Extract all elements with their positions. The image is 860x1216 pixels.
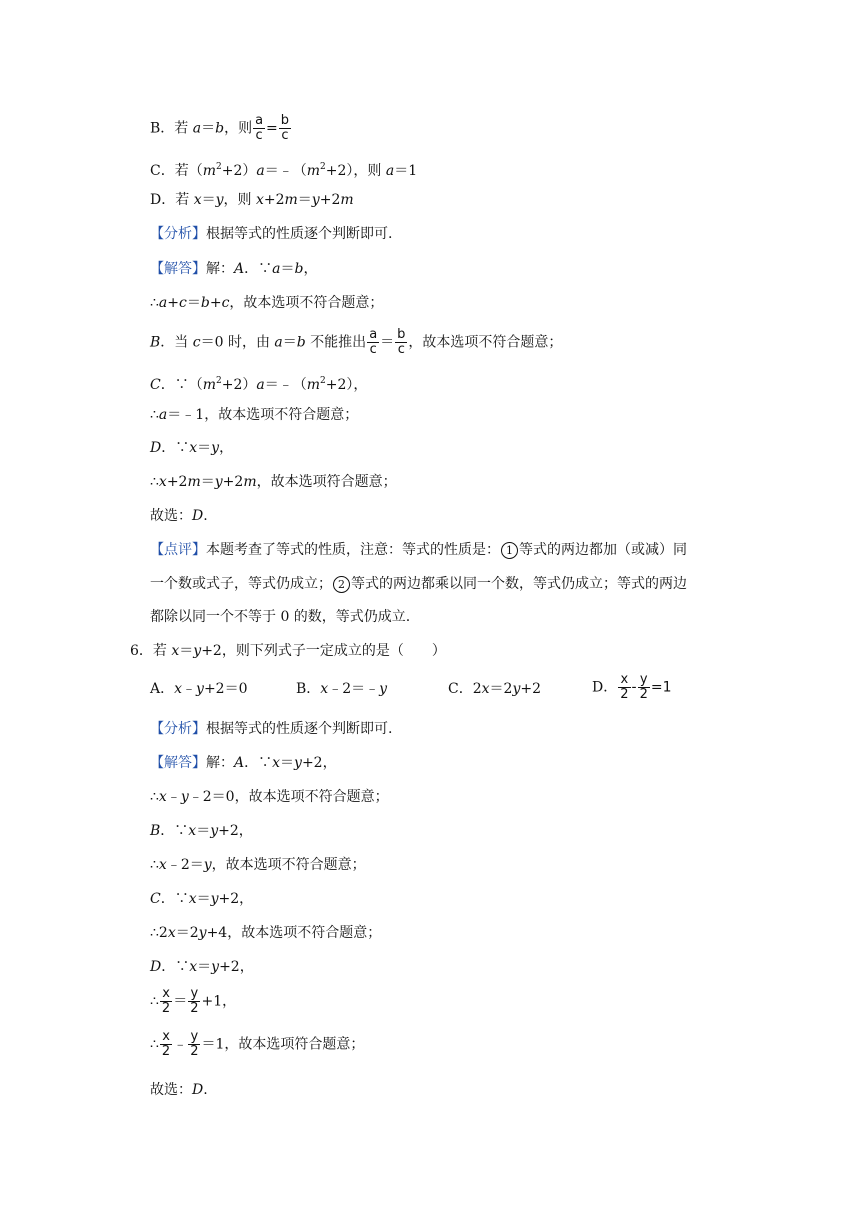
option-b: B．x﹣2＝﹣y bbox=[296, 681, 388, 697]
solution-step: D．∵x＝y+2， bbox=[150, 959, 254, 975]
analysis-line: 【分析】根据等式的性质逐个判断即可. bbox=[150, 226, 393, 242]
answer-line: 故选：D. bbox=[150, 1082, 208, 1098]
fraction-y-over-2: $\frac{y}{2}$ bbox=[190, 1029, 199, 1059]
solution-line: 【解答】解：A．∵a＝b， bbox=[150, 261, 318, 277]
fraction-a-over-c: $\frac{a}{c}$ bbox=[369, 327, 378, 357]
solution-step: ∴a＝﹣1，故本选项不符合题意； bbox=[150, 407, 359, 423]
solution-step: C．$\because(m^2+2)a=﹣(m^2+2)$， bbox=[150, 376, 368, 393]
solution-step: ∴ $\frac{x}{2}$ ＝ $\frac{y}{2}$ +1， bbox=[150, 986, 237, 1016]
solution-step: B．∵x＝y+2， bbox=[150, 823, 253, 839]
solution-step: ∴x﹣2＝y，故本选项不符合题意； bbox=[150, 857, 366, 873]
solution-step: ∴a+c＝b+c，故本选项不符合题意； bbox=[150, 295, 384, 311]
comment-line: 都除以同一个不等于 0 的数，等式仍成立. bbox=[150, 609, 411, 625]
solution-tag: 【解答】 bbox=[150, 261, 206, 277]
solution-step: ∴ $\frac{x}{2}$ ﹣ $\frac{y}{2}$ ＝1，故本选项符合题意； bbox=[150, 1029, 365, 1059]
option-d-statement: D．若 x＝y，则 x+2m＝y+2m bbox=[150, 192, 354, 208]
solution-step: C．∵x＝y+2， bbox=[150, 891, 254, 907]
comment-line: 【点评】本题考查了等式的性质，注意：等式的性质是： 1 等式的两边都加（或减）同 bbox=[150, 542, 687, 558]
solution-step: B．当 c＝0 时，由 a＝b 不能推出 $\frac{a}{c}$ ＝ $\frac{b}{c}$ ，故本选项不符合题意； bbox=[150, 327, 563, 357]
question-6-options bbox=[150, 672, 710, 703]
fraction-b-over-c: $\frac{b}{c}$ bbox=[397, 327, 406, 357]
answer-line: 故选：D. bbox=[150, 508, 208, 524]
fraction-x-over-2: $\frac{x}{2}$ bbox=[161, 986, 171, 1016]
analysis-line: 【分析】根据等式的性质逐个判断即可. bbox=[150, 721, 393, 737]
fraction-x-over-2: $\frac{x}{2}$ bbox=[161, 1029, 171, 1059]
option-b-statement: B．若 a＝b，则 $\frac{a}{c}$ = $\frac{b}{c}$ bbox=[150, 113, 290, 143]
circled-number: 1 bbox=[501, 542, 518, 559]
solution-tag: 【解答】 bbox=[150, 755, 206, 771]
solution-line: 【解答】解：A．∵x＝y+2， bbox=[150, 755, 337, 771]
fraction-x-over-2: $\frac{x}{2}$ bbox=[620, 672, 629, 702]
option-a: A．x﹣y+2＝0 bbox=[150, 681, 248, 697]
analysis-tag: 【分析】 bbox=[150, 226, 206, 242]
option-c: C．2x＝2y+2 bbox=[448, 681, 542, 697]
solution-step: ∴x﹣y﹣2＝0，故本选项不符合题意； bbox=[150, 789, 389, 805]
analysis-tag: 【分析】 bbox=[150, 721, 206, 737]
option-c-statement: C．若$(m^2+2)a=﹣(m^2+2)$，则 a＝1 bbox=[150, 162, 418, 179]
circled-number: 2 bbox=[333, 576, 350, 593]
fraction-a-over-c: $\frac{a}{c}$ bbox=[255, 113, 264, 143]
fraction-b-over-c: $\frac{b}{c}$ bbox=[280, 113, 290, 143]
fraction-y-over-2: $\frac{y}{2}$ bbox=[639, 672, 648, 702]
solution-step: D．∵x＝y， bbox=[150, 440, 234, 456]
question-6: 6．若 x＝y+2，则下列式子一定成立的是（ ） bbox=[130, 643, 446, 659]
comment-line: 一个数或式子，等式仍成立； 2 等式的两边都乘以同一个数，等式仍成立；等式的两边 bbox=[150, 576, 687, 592]
comment-tag: 【点评】 bbox=[150, 542, 206, 558]
fraction-y-over-2: $\frac{y}{2}$ bbox=[190, 986, 199, 1016]
solution-step: ∴2x＝2y+4，故本选项不符合题意； bbox=[150, 925, 382, 941]
option-d: D． $\frac{x}{2}$ - $\frac{y}{2}$ =1 bbox=[592, 672, 672, 702]
solution-step: ∴x+2m＝y+2m，故本选项符合题意； bbox=[150, 474, 397, 490]
